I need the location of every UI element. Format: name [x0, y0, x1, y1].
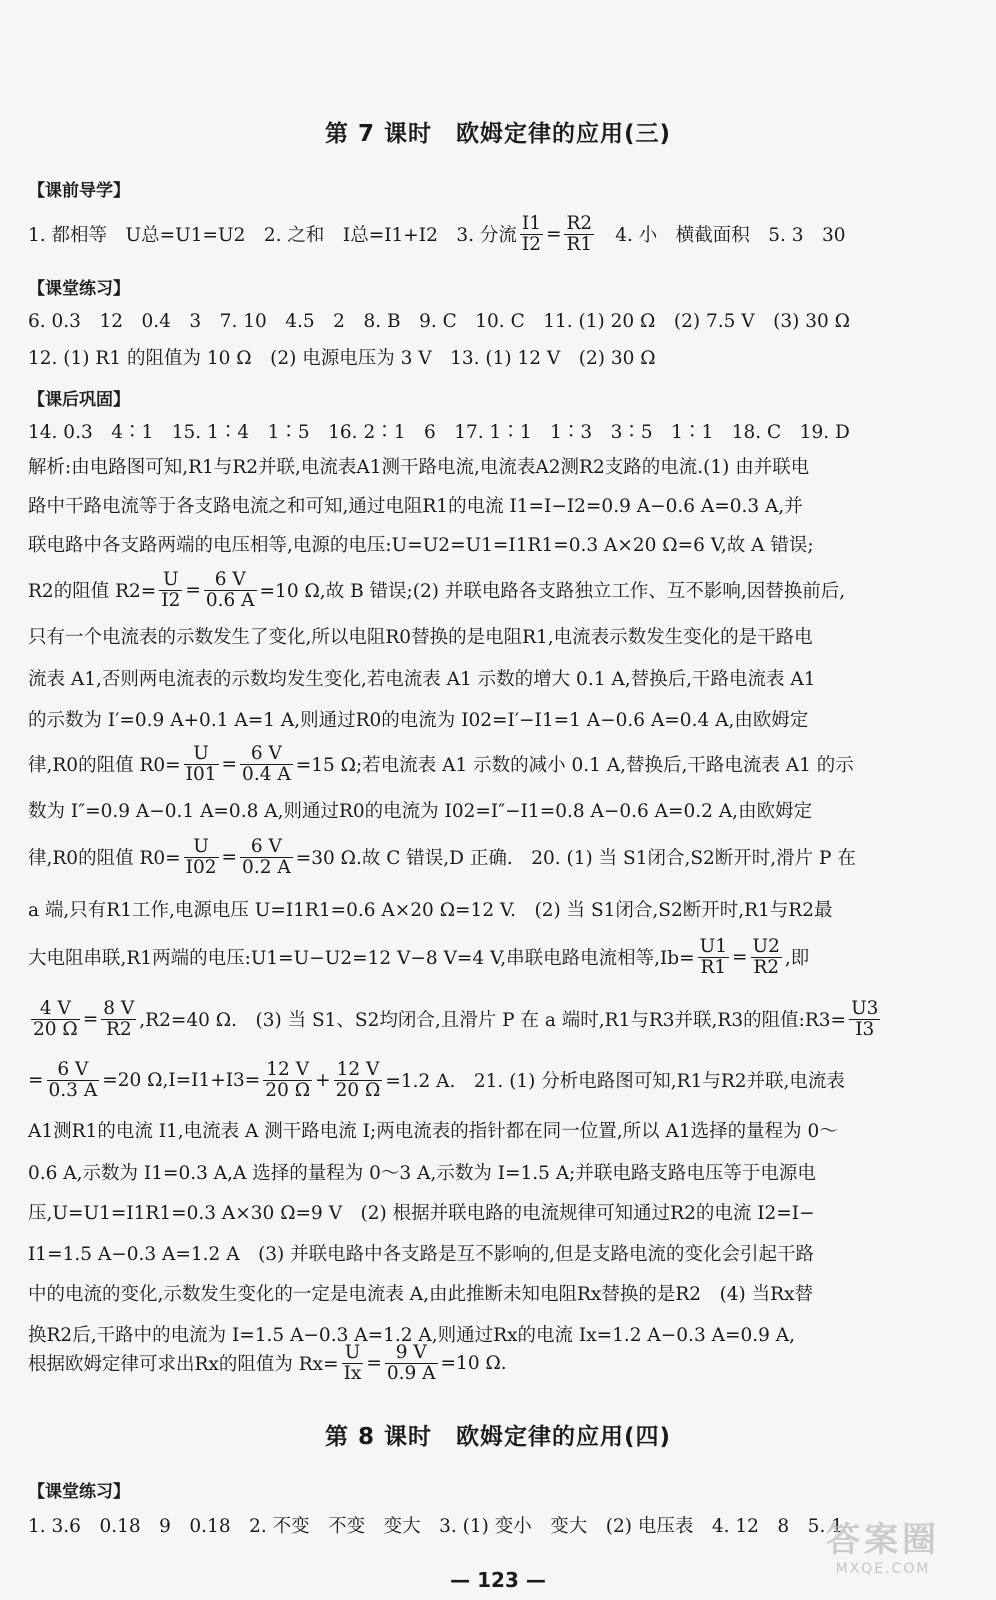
line-text: R2的阻值 R2= — [28, 581, 157, 602]
line-text: =10 Ω,故 B 错误;(2) 并联电路各支路独立工作、互不影响,因替换前后, — [259, 581, 846, 602]
answer-line: 解析:由电路图可知,R1与R2并联,电流表A1测干路电流,电流表A2测R2支路的电流.(1) 由并联电 — [28, 457, 810, 478]
answer-line: 大电阻串联,R1两端的电压:U1=U−U2=12 V−8 V=4 V,串联电路电流相等,Ib= $\frac{U1}{R1}$ = $\frac{U2}{R2}$ ,即 — [28, 936, 810, 978]
fraction: $\frac{U}{I01}$ — [185, 743, 217, 785]
fraction: $\frac{6 V}{0.3 A}$ — [48, 1059, 98, 1101]
answer-line: R2的阻值 R2= $\frac{U}{I2}$ = $\frac{6 V}{0.6 A}$ =10 Ω,故 B 错误;(2) 并联电路各支路独立工作、互不影响,因替换前后, — [28, 569, 846, 611]
fraction: $\frac{R2}{R1}$ — [566, 213, 593, 255]
answer-line: 中的电流的变化,示数发生变化的一定是电流表 A,由此推断未知电阻Rx替换的是R2 (4) 当Rx替 — [28, 1284, 814, 1305]
line-text: 4. 小 横截面积 5. 3 30 — [615, 225, 846, 246]
line-text: 1. 都相等 U总=U1=U2 2. 之和 I总=I1+I2 3. 分流 — [28, 225, 517, 246]
lesson-7-title: 第 7 课时 欧姆定律的应用(三) — [324, 121, 672, 147]
line-text: ,R2=40 Ω. (3) 当 S1、S2均闭合,且滑片 P 在 a 端时,R1与R3并联,R3的阻值:R3= — [139, 1010, 847, 1031]
answer-line: 只有一个电流表的示数发生了变化,所以电阻R0替换的是电阻R1,电流表示数发生变化的是干路电 — [28, 627, 813, 648]
line-text: =15 Ω;若电流表 A1 示数的减小 0.1 A,替换后,干路电流表 A1 的示 — [295, 755, 854, 776]
line-text: =30 Ω.故 C 错误,D 正确. 20. (1) 当 S1闭合,S2断开时,滑片 P 在 — [295, 848, 856, 869]
line-text: =1.2 A. 21. (1) 分析电路图可知,R1与R2并联,电流表 — [385, 1071, 845, 1092]
answer-line: 联电路中各支路两端的电压相等,电源的电压:U=U2=U1=I1R1=0.3 A×20 Ω=6 V,故 A 错误; — [28, 535, 814, 556]
section-in-class-8: 【课堂练习】 — [28, 1482, 130, 1502]
answer-line: 压,U=U1=I1R1=0.3 A×30 Ω=9 V (2) 根据并联电路的电流规律可知通过R2的电流 I2=I− — [28, 1203, 815, 1224]
answer-line: $\frac{4 V}{20 \Omega}$ = $\frac{8 V}{R2}$ ,R2=40 Ω. (3) 当 S1、S2均闭合,且滑片 P 在 a 端时,R1与R3并联,R3的阻值:R3= $\frac{U3}{I3}$ — [33, 998, 879, 1040]
section-in-class: 【课堂练习】 — [28, 279, 130, 299]
answer-line: A1测R1的电流 I1,电流表 A 测干路电流 I;两电流表的指针都在同一位置,所以 A1选择的量程为 0～ — [28, 1121, 838, 1142]
fraction: $\frac{U}{I02}$ — [185, 836, 217, 878]
fraction: $\frac{6 V}{0.2 A}$ — [242, 836, 291, 878]
line-text: 大电阻串联,R1两端的电压:U1=U−U2=12 V−8 V=4 V,串联电路电流相等,Ib= — [28, 948, 695, 969]
answer-line: 律,R0的阻值 R0= $\frac{U}{I01}$ = $\frac{6 V}{0.4 A}$ =15 Ω;若电流表 A1 示数的减小 0.1 A,替换后,干路电流表 A1 的示 — [28, 743, 854, 785]
fraction: $\frac{8 V}{R2}$ — [103, 998, 135, 1040]
fraction: $\frac{9 V}{0.9 A}$ — [386, 1342, 436, 1384]
answer-line: 路中干路电流等于各支路电流之和可知,通过电阻R1的电流 I1=I−I2=0.9 A−0.6 A=0.3 A,并 — [28, 496, 803, 517]
answer-line: 1. 3.6 0.18 9 0.18 2. 不变 不变 变大 3. (1) 变小 变大 (2) 电压表 4. 12 8 5. 1 — [28, 1516, 843, 1537]
answer-line: 14. 0.3 4∶1 15. 1∶4 1∶5 16. 2∶1 6 17. 1∶1 1∶3 3∶5 1∶1 18. C 19. D — [28, 422, 850, 443]
answer-line: 律,R0的阻值 R0= $\frac{U}{I02}$ = $\frac{6 V}{0.2 A}$ =30 Ω.故 C 错误,D 正确. 20. (1) 当 S1闭合,S2断开时,滑片 P 在 — [28, 836, 856, 878]
section-pre-class: 【课前导学】 — [28, 181, 130, 201]
answer-line: 数为 I″=0.9 A−0.1 A=0.8 A,则通过R0的电流为 I02=I″−I1=0.8 A−0.6 A=0.2 A,由欧姆定 — [28, 801, 813, 822]
fraction: $\frac{U}{Ix}$ — [343, 1342, 362, 1384]
fraction: $\frac{12 V}{20 \Omega}$ — [265, 1059, 311, 1101]
watermark-text: 答案圈 — [826, 1520, 940, 1560]
fraction: $\frac{6 V}{0.4 A}$ — [242, 743, 291, 785]
line-text: =10 Ω. — [440, 1352, 507, 1374]
line-text: 律,R0的阻值 R0= — [28, 755, 181, 776]
fraction: $\frac{6 V}{0.6 A}$ — [205, 569, 255, 611]
watermark-url: MXQE.COM — [835, 1561, 931, 1577]
fraction: $\frac{12 V}{20 \Omega}$ — [335, 1059, 381, 1101]
fraction: $\frac{U2}{R2}$ — [752, 936, 780, 978]
answer-line: 换R2后,干路中的电流为 I=1.5 A−0.3 A=1.2 A,则通过Rx的电流 Ix=1.2 A−0.3 A=0.9 A, — [28, 1325, 795, 1346]
answer-line: I1=1.5 A−0.3 A=1.2 A (3) 并联电路中各支路是互不影响的,但是支路电流的变化会引起干路 — [28, 1244, 815, 1265]
answer-line: 0.6 A,示数为 I1=0.3 A,A 选择的量程为 0～3 A,示数为 I=1.5 A;并联电路支路电压等于电源电 — [28, 1163, 816, 1184]
lesson-8-title: 第 8 课时 欧姆定律的应用(四) — [324, 1424, 672, 1450]
fraction: $\frac{U1}{R1}$ — [699, 936, 727, 978]
line-text: 律,R0的阻值 R0= — [28, 848, 181, 869]
fraction: $\frac{I1}{I2}$ — [521, 213, 541, 255]
fraction: $\frac{U3}{I3}$ — [851, 998, 879, 1040]
answer-line: 6. 0.3 12 0.4 3 7. 10 4.5 2 8. B 9. C 10. C 11. (1) 20 Ω (2) 7.5 V (3) 30 Ω — [28, 311, 850, 332]
watermark-logo — [788, 1512, 978, 1592]
fraction: $\frac{4 V}{20 \Omega}$ — [33, 998, 78, 1040]
line-text: 根据欧姆定律可求出Rx的阻值为 Rx= — [28, 1354, 339, 1375]
answer-line: a 端,只有R1工作,电源电压 U=I1R1=0.6 A×20 Ω=12 V. (2) 当 S1闭合,S2断开时,R1与R2最 — [28, 900, 833, 921]
answer-line: 根据欧姆定律可求出Rx的阻值为 Rx= $\frac{U}{Ix}$ = $\frac{9 V}{0.9 A}$ =10 Ω. — [28, 1342, 507, 1384]
page-number: — 123 — — [450, 1568, 546, 1592]
answer-line: 的示数为 I′=0.9 A+0.1 A=1 A,则通过R0的电流为 I02=I′−I1=1 A−0.6 A=0.4 A,由欧姆定 — [28, 710, 809, 731]
answer-line: 1. 都相等 U总=U1=U2 2. 之和 I总=I1+I2 3. 分流 $\frac{I1}{I2}$ = $\frac{R2}{R1}$ 4. 小 横截面积 5. 3 30 — [28, 213, 846, 255]
fraction: $\frac{U}{I2}$ — [161, 569, 181, 611]
answer-line: = $\frac{6 V}{0.3 A}$ =20 Ω,I=I1+I3= $\frac{12 V}{20 \Omega}$ + $\frac{12 V}{20 \Omega}$ =1.2 A. 21. (1) 分析电路图可知,R1与R2并联,电流表 — [28, 1059, 845, 1101]
line-text: ,即 — [784, 948, 810, 969]
line-text: =20 Ω,I=I1+I3= — [102, 1069, 261, 1091]
answer-line: 流表 A1,否则两电流表的示数均发生变化,若电流表 A1 示数的增大 0.1 A,替换后,干路电流表 A1 — [28, 669, 816, 690]
section-after-class: 【课后巩固】 — [28, 390, 130, 410]
answer-line: 12. (1) R1 的阻值为 10 Ω (2) 电源电压为 3 V 13. (1) 12 V (2) 30 Ω — [28, 348, 656, 369]
